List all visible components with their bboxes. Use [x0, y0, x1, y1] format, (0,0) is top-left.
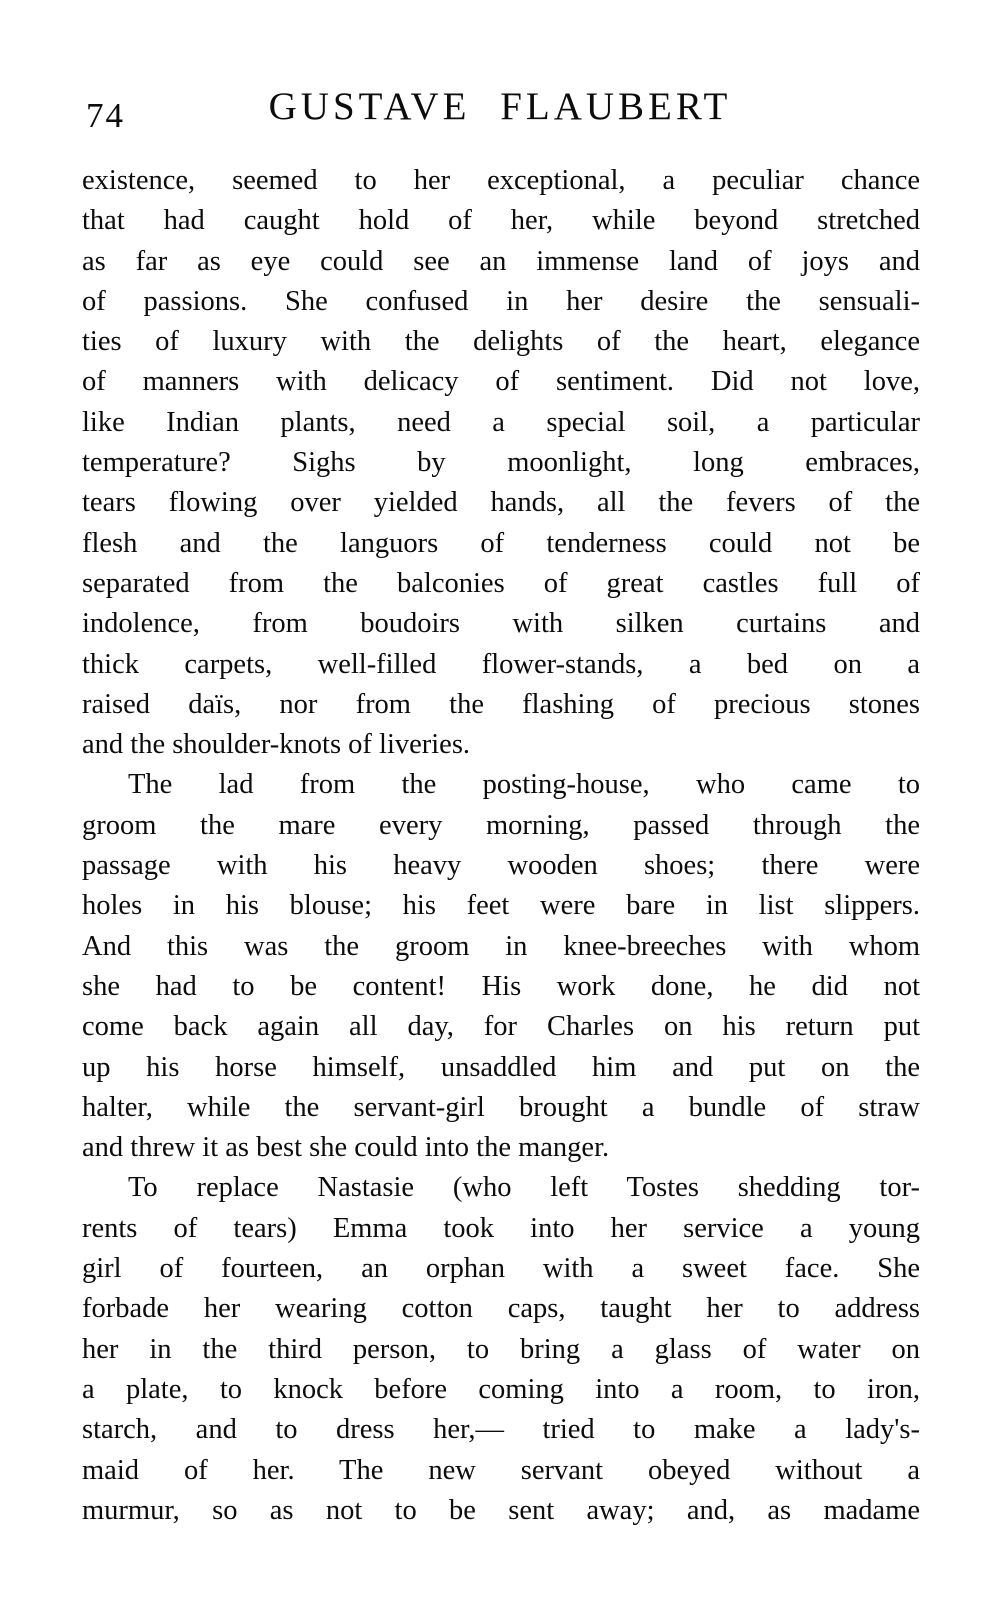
text-line: To replace Nastasie (who left Tostes shedding tor- — [128, 1172, 920, 1204]
text-line: holes in his blouse; his feet were bare in list slippers. — [82, 890, 920, 922]
text-line: ties of luxury with the delights of the heart, elegance — [82, 326, 920, 358]
text-line: flesh and the languors of tenderness could not be — [82, 527, 920, 559]
text-line: murmur, so as not to be sent away; and, as madame — [82, 1494, 920, 1526]
text-line: come back again all day, for Charles on his return put — [82, 1011, 920, 1043]
text-line: of passions. She confused in her desire the sensuali- — [82, 285, 920, 317]
text-line: existence, seemed to her exceptional, a peculiar chance — [82, 165, 920, 196]
text-line: girl of fourteen, an orphan with a sweet face. She — [82, 1253, 920, 1285]
text-line: temperature? Sighs by moonlight, long embraces, — [82, 447, 920, 479]
text-line: that had caught hold of her, while beyond stretched — [82, 205, 920, 237]
running-header-title: GUSTAVE FLAUBERT — [268, 85, 732, 128]
text-line: maid of her. The new servant obeyed without a — [82, 1454, 920, 1486]
text-line: her in the third person, to bring a glass of water on — [82, 1333, 920, 1365]
text-line: starch, and to dress her,— tried to make a lady's- — [82, 1414, 920, 1446]
text-line: like Indian plants, need a special soil, a particular — [82, 406, 920, 438]
text-line: and the shoulder-knots of liveries. — [82, 729, 471, 761]
text-line: indolence, from boudoirs with silken curtains and — [82, 608, 920, 640]
text-line: forbade her wearing cotton caps, taught her to address — [82, 1293, 920, 1325]
text-line: up his horse himself, unsaddled him and put on the — [82, 1051, 920, 1083]
text-line: thick carpets, well-filled flower-stands, a bed on a — [82, 648, 920, 680]
text-line: And this was the groom in knee-breeches with whom — [82, 930, 920, 962]
text-line: separated from the balconies of great castles full of — [82, 567, 920, 599]
text-line: she had to be content! His work done, he did not — [82, 970, 920, 1002]
text-line: and threw it as best she could into the manger. — [82, 1132, 610, 1164]
text-line: a plate, to knock before coming into a room, to iron, — [82, 1373, 920, 1405]
text-line: as far as eye could see an immense land of joys and — [82, 245, 920, 277]
text-line: The lad from the posting-house, who came to — [128, 769, 920, 801]
text-line: tears flowing over yielded hands, all the fevers of the — [82, 487, 920, 519]
text-line: rents of tears) Emma took into her service a young — [82, 1212, 920, 1244]
text-line: of manners with delicacy of sentiment. Did not love, — [82, 366, 920, 398]
page-text — [82, 161, 920, 1531]
text-line: raised daïs, nor from the flashing of precious stones — [82, 688, 920, 720]
page-number: 74 — [86, 96, 125, 135]
text-line: halter, while the servant-girl brought a bundle of straw — [82, 1091, 920, 1123]
text-line: groom the mare every morning, passed through the — [82, 809, 920, 841]
page-header — [0, 84, 1000, 138]
text-line: passage with his heavy wooden shoes; there were — [82, 850, 920, 882]
